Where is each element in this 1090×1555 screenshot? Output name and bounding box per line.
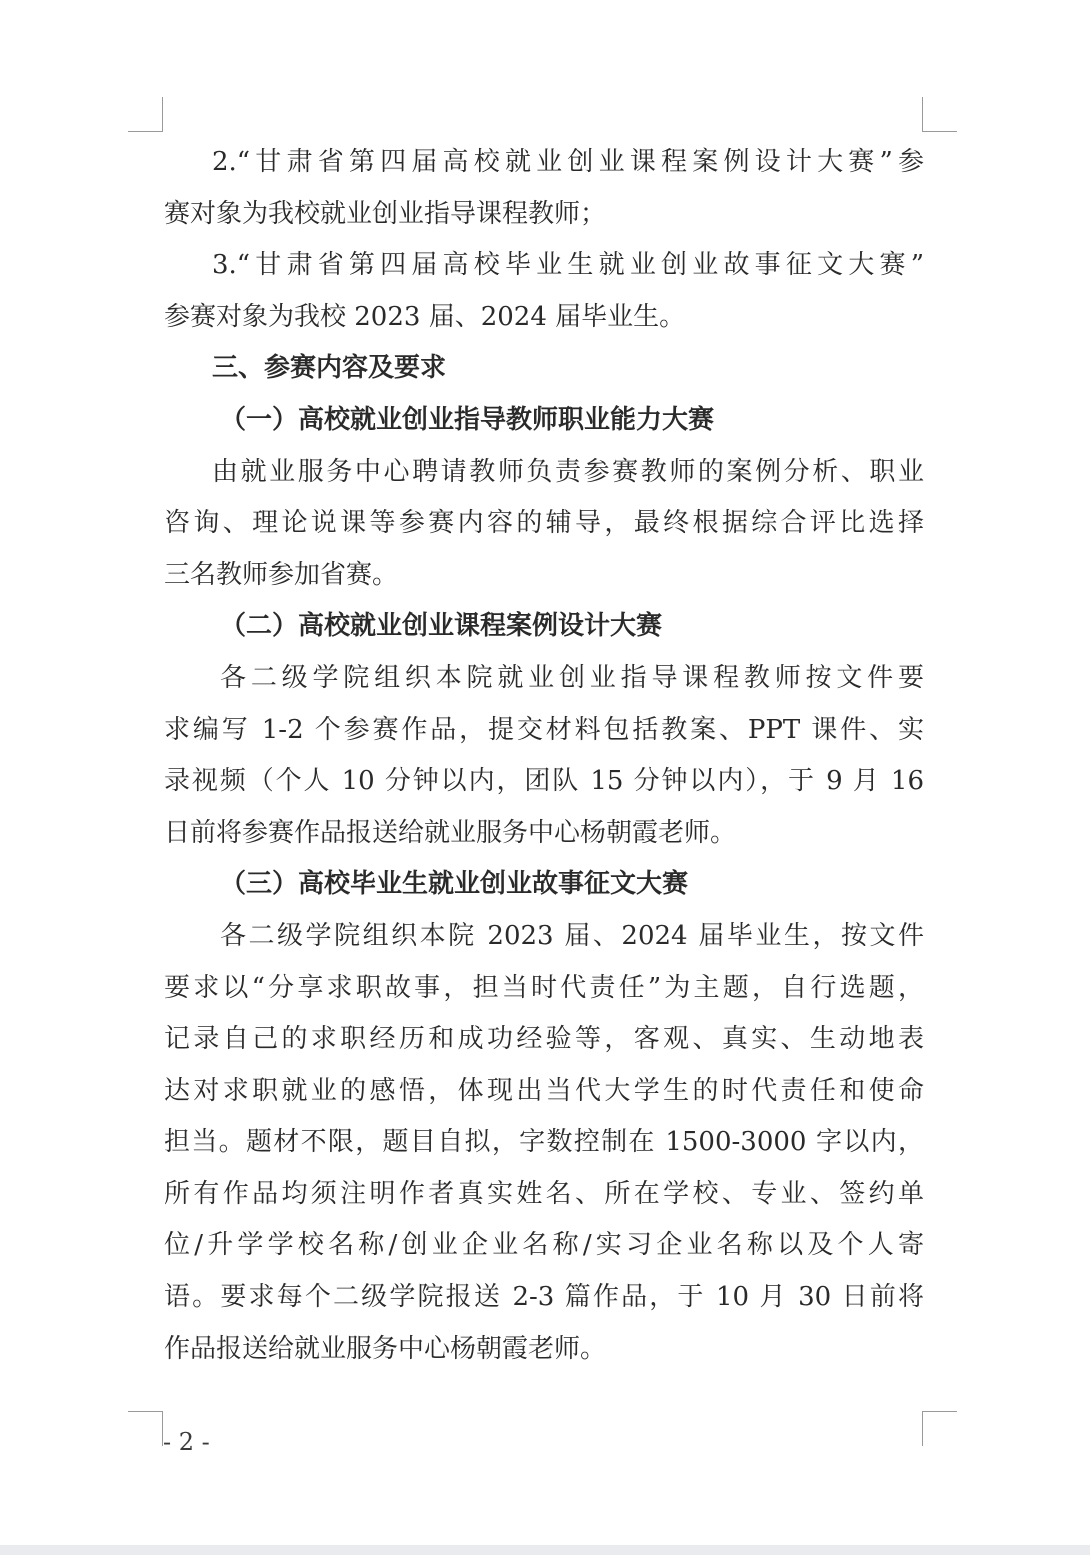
text-line: 参赛对象为我校 2023 届、2024 届毕业生。 <box>164 301 686 332</box>
text-line: 由就业服务中心聘请教师负责参赛教师的案例分析、职业 <box>212 456 924 487</box>
text-line: 3.“甘肃省第四届高校毕业生就业创业故事征文大赛” <box>212 250 924 281</box>
subsection-heading: （二）高校就业创业课程案例设计大赛 <box>220 611 663 642</box>
text-line: 咨询、理论说课等参赛内容的辅导，最终根据综合评比选择 <box>164 508 924 539</box>
text-line: 要求以“分享求职故事，担当时代责任”为主题，自行选题， <box>164 972 924 1003</box>
text-line: 语。要求每个二级学院报送 2-3 篇作品，于 10 月 30 日前将 <box>164 1282 924 1313</box>
viewer-background <box>0 1545 1090 1555</box>
text-line: 位/升学学校名称/创业企业名称/实习企业名称以及个人寄 <box>164 1230 924 1261</box>
text-line: 作品报送给就业服务中心杨朝霞老师。 <box>164 1333 607 1364</box>
text-line: 求编写 1-2 个参赛作品，提交材料包括教案、PPT 课件、实 <box>164 714 924 745</box>
text-line: 达对求职就业的感悟，体现出当代大学生的时代责任和使命 <box>164 1075 924 1106</box>
subsection-heading: （三）高校毕业生就业创业故事征文大赛 <box>220 869 689 900</box>
text-line: 三名教师参加省赛。 <box>164 559 399 590</box>
text-line: 2.“甘肃省第四届高校就业创业课程案例设计大赛”参 <box>212 147 924 177</box>
section-heading: 三、参赛内容及要求 <box>212 353 447 384</box>
text-line: 赛对象为我校就业创业指导课程教师； <box>164 198 607 229</box>
text-line: 记录自己的求职经历和成功经验等，客观、真实、生动地表 <box>164 1024 924 1055</box>
text-line: 日前将参赛作品报送给就业服务中心杨朝霞老师。 <box>164 817 737 848</box>
text-line: 各二级学院组织本院就业创业指导课程教师按文件要 <box>220 662 924 693</box>
text-line: 录视频（个人 10 分钟以内，团队 15 分钟以内），于 9 月 16 <box>164 766 924 797</box>
crop-mark-top-right <box>922 97 957 132</box>
text-line: 所有作品均须注明作者真实姓名、所在学校、专业、签约单 <box>164 1178 924 1209</box>
page-number: - 2 - <box>163 1428 210 1456</box>
text-line: 各二级学院组织本院 2023 届、2024 届毕业生，按文件 <box>220 920 924 951</box>
document-body <box>164 137 924 1375</box>
text-line: 担当。题材不限，题目自拟，字数控制在 1500-3000 字以内， <box>164 1127 924 1158</box>
crop-mark-top-left <box>128 97 163 132</box>
subsection-heading: （一）高校就业创业指导教师职业能力大赛 <box>220 404 715 435</box>
crop-mark-bottom-right <box>922 1411 957 1446</box>
crop-mark-bottom-left <box>128 1411 163 1446</box>
